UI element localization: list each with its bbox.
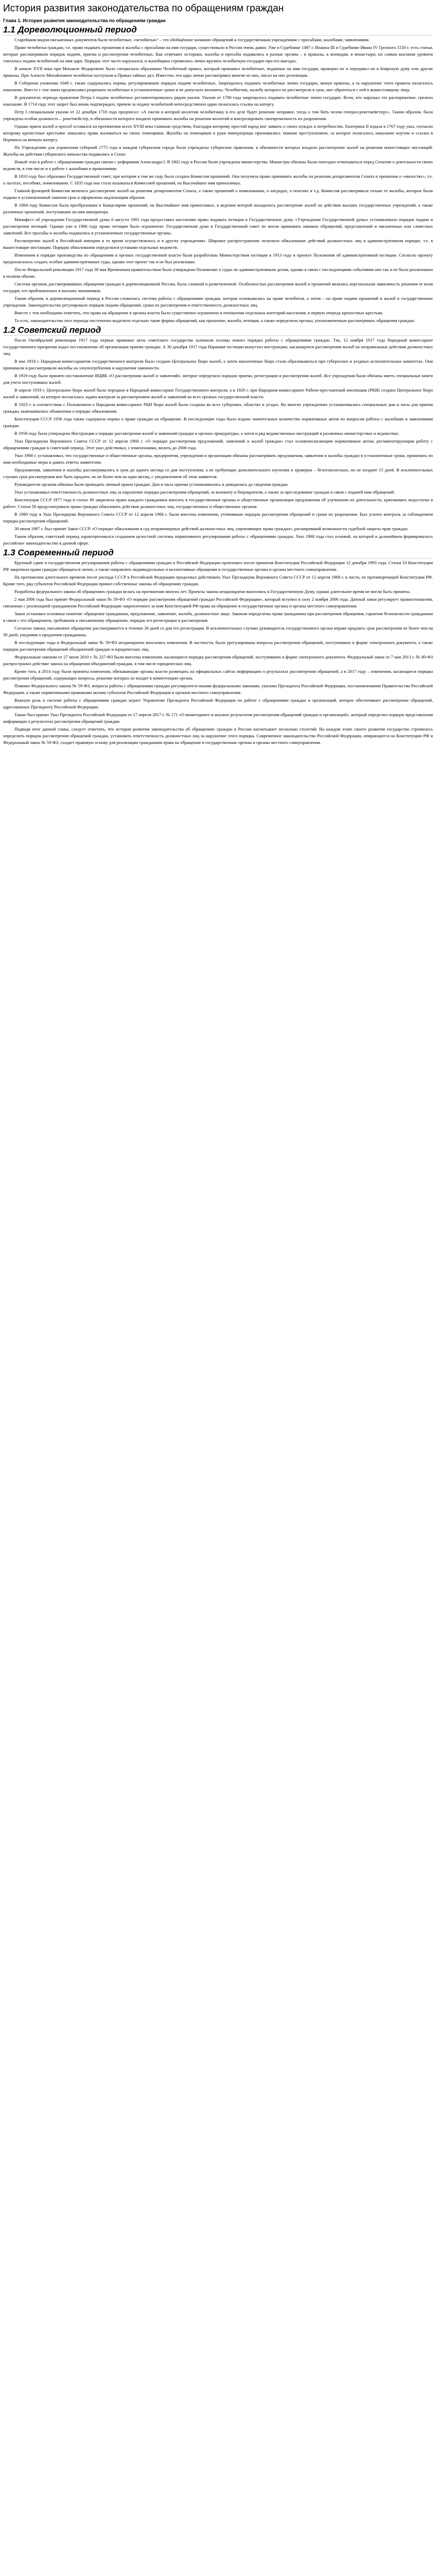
paragraph: В 1919 году было принято постановление ВЦИК «О рассмотрении жалоб и заявлений», которое определяло порядок приема, регистрации и рассмотрения жалоб. Все учреждения были обязаны иметь специальные книги для учета поступивших жалоб.: [3, 373, 433, 385]
paragraph: В начале XVII века при Михаиле Федоровиче было специально образовано Челобитный приказ, который принимал челобитные, поданные на имя государя, проверял их и передавал их в Боярскую думу или другие приказы. При Алексее Михайловиче челобитья поступали в Приказ тайных дел. Известно, что царь лично рассматривал многие из них, писал на них резолюции.: [3, 66, 433, 78]
paragraph: Крупный сдвиг в государственном регулировании работы с обращениями граждан в Российской Федерации произошел после принятия Конституции Российской Федерации 12 декабря 1993 года. Статья 33 Конституции РФ закрепила право граждан обращаться лично, а также направлять индивидуальные и коллективные обращения в государственные органы и органы местного самоуправления.: [3, 560, 433, 572]
paragraph: В 1884 году Комиссия была преобразована в Канцелярию прошений, на Высочайшее имя приносимых, в ведении которой находилось рассмотрение жалоб на действия высших государственных учреждений, а также различных прошений, поступавших на имя императора.: [3, 202, 433, 214]
paragraph: Согласно закону, письменное обращение рассматривается в течение 30 дней со дня его регистрации. В исключительных случаях руководитель государственного органа вправе продлить срок рассмотрения не более чем на 30 дней, уведомив о продлении гражданина.: [3, 625, 433, 637]
section-heading: 1.1 Дореволюционный период: [3, 25, 433, 36]
paragraph: 30 июня 1987 г. был принят Закон СССР «О порядке обжалования в суд неправомерных действий должностных лиц, ущемляющих права граждан», расширивший возможности судебной защиты прав граждан.: [14, 526, 409, 531]
section-heading: 1.2 Советский период: [3, 325, 433, 336]
paragraph: Кроме того, в 2014 году были приняты изменения, обязывающие органы власти размещать на официальных сайтах информацию о результатах рассмотрения обращений, а в 2017 году – изменения, касающиеся порядка рассмотрения обращений, содержащих вопросы, решение которых не входит в компетенцию органа.: [3, 669, 433, 681]
paragraph: В 1810 году был образован Государственный совет, при котором в том же году была создана Комиссия прошений. Она получила право принимать жалобы на решения департаментов Сената и прошения о «милостях», т.е. о льготах, пособиях, помиловании. С 1835 года она стала называться Комиссией прошений, на Высочайшее имя приносимых.: [3, 174, 433, 185]
paragraph: Конституция СССР 1977 года в статье 49 закрепила право каждого гражданина вносить в государственные органы и общественные организации предложения об улучшении их деятельности, критиковать недостатки в работе. Статья 58 предусматривала право граждан обжаловать действия должностных лиц, государственных и общественных органов.: [3, 497, 433, 509]
paragraph: Указ 1968 г. устанавливал, что государственные и общественные органы, предприятия, учреждения и организации обязаны рассматривать предложения, заявления и жалобы граждан в установленные сроки, принимать по ним необходимые меры и давать ответы заявителям.: [3, 453, 433, 465]
paragraph: Закон установил основные понятия: обращение гражданина, предложение, заявление, жалоба, должностное лицо. Законом определены права гражданина при рассмотрении обращения, гарантии безопасности гражданина в связи с его обращением, требования к письменному обращению, порядок его регистрации и рассмотрения.: [3, 611, 433, 623]
paragraph: Федеральным законом от 27 июля 2010 г. № 227-ФЗ были внесены изменения, касающиеся порядка рассмотрения обращений, поступивших в форме электронного документа. Федеральный закон от 7 мая 2013 г. № 80-ФЗ распространил действие закона на обращения объединений граждан, в том числе юридических лиц.: [3, 654, 433, 666]
paragraph: Таким образом, в дореволюционный период в России сложилась система работы с обращениями граждан, которая основывалась на праве челобитья, а затем – на праве подачи прошений и жалоб в государственные учреждения. Законодательство регулировало порядок подачи обращений, сроки их рассмотрения и ответственность должностных лиц.: [3, 296, 433, 308]
paragraph: Право челобитья граждан, т.е. право подавать прошения и жалобы с просьбами на имя государя, существовало в России очень давно. Уже в Судебнике 1497 г. Иоанна III и Судебнике Ивана IV Грозного 1550 г. есть статьи, которые рассматривали порядок подачи, приема и рассмотрения челобитных. Как отмечают историки, жалобы и просьбы подавались в разные органы – в приказы, к воеводам, в монастыри, но самым высоким уровнем считалась подача челобитной на имя царя. Порядок этот часто нарушался, и жалобщики стремились лично вручить челобитную государю при его выездах.: [3, 45, 433, 63]
paragraph: Также был принят Указ Президента Российской Федерации от 17 апреля 2017 г. № 171 «О мониторинге и анализе результатов рассмотрения обращений граждан и организаций», который определил порядок представления информации о результатах рассмотрения обращений граждан.: [3, 712, 433, 724]
paragraph: 2 мая 2006 года был принят Федеральный закон № 59-ФЗ «О порядке рассмотрения обращений граждан Российской Федерации», который вступил в силу 2 ноября 2006 года. Данный закон регулирует правоотношения, связанные с реализацией гражданином Российской Федерации закрепленного за ним Конституцией РФ права на обращение в государственные органы и органы местного самоуправления.: [3, 597, 433, 608]
document-title: История развития законодательства по обращениям граждан: [3, 3, 284, 14]
paragraph: В документах периода правления Петра I подача челобитных регламентировалась рядом указов. Указом от 1700 года запрещалось подавать челобитные лично государю. Всем, кто нарушал это распоряжение, грозило наказание. В 1714 году этот запрет был вновь подтвержден, причем за подачу челобитной непосредственно царю полагалась ссылка на каторгу.: [3, 95, 433, 107]
paragraph: Помимо Федерального закона № 59-ФЗ, вопросы работы с обращениями граждан регулируются иными федеральными законами, указами Президента Российской Федерации, постановлениями Правительства Российской Федерации, а также нормативными правовыми актами субъектов Российской Федерации и органов местного самоуправления.: [3, 683, 433, 695]
paragraph: Предложения, заявления и жалобы рассматривались в срок до одного месяца со дня поступления, а не требующие дополнительного изучения и проверки – безотлагательно, но не позднее 15 дней. В исключительных случаях срок рассмотрения мог быть продлен, но не более чем на один месяц, с уведомлением об этом заявителя.: [3, 467, 433, 479]
paragraph: Подводя итог данной главы, следует отметить, что история развития законодательства об обращениях граждан в России насчитывает несколько столетий. На каждом этапе своего развития государство стремилось определить порядок рассмотрения обращений граждан, установить ответственность должностных лиц за нарушение этого порядка. Современное законодательство Российской Федерации, опирающееся на Конституцию РФ и Федеральный закон № 59-ФЗ, создает правовую основу для реализации гражданами права на обращение в государственные органы и органы местного самоуправления.: [3, 726, 433, 745]
chapter-title: Глава 1. История развития законодательства по обращениям граждан: [3, 18, 166, 23]
document-body: [3, 25, 433, 746]
paragraph: После Октябрьской революции 1917 года первые правовые акты советского государства заложили основы нового порядка работы с обращениями граждан. Так, 12 ноября 1917 года Народный комиссариат государственного призрения издал постановление об организации приема граждан. А 30 декабря 1917 года Наркомат юстиции выпустил инструкцию, касающуюся рассмотрения жалоб на неправильные действия должностных лиц.: [3, 337, 433, 356]
paragraph: После Февральской революции 1917 года 30 мая Временным правительством было утверждено Положение о судах по административным делам, однако в связи с последующими событиями оно так и не было реализовано в полном объеме.: [3, 267, 433, 279]
paragraph: То есть, законодательство того периода постепенно выделило отдельно такие формы обращений, как прошение, жалоба, петиция, а также определило органы, уполномоченные рассматривать обращения граждан.: [14, 318, 415, 323]
paragraph: На протяжении длительного времени после распада СССР в Российской Федерации продолжал действовать Указ Президиума Верховного Совета СССР от 12 апреля 1968 г. в части, не противоречащей Конституции РФ. Кроме того, ряд субъектов Российской Федерации принял собственные законы об обращениях граждан.: [3, 574, 433, 586]
paragraph: Важную роль в системе работы с обращениями граждан играет Управление Президента Российской Федерации по работе с обращениями граждан и организаций, которое обеспечивает рассмотрение обращений, адресованных Президенту Российской Федерации.: [3, 698, 433, 709]
paragraph: Манифест об учреждении Государственной думы 6 августа 1905 года предоставил населению право подавать петиции в Государственную думу. «Учреждение Государственной думы» устанавливало порядок подачи и рассмотрения петиций. Однако уже в 1906 году право петиции было ограничено: Государственная дума и Государственный совет не могли принимать никаких обращений, представлений и письменных или словесных заявлений. Все просьбы и жалобы подавались в установленные государственные органы.: [3, 217, 433, 235]
paragraph: Главной функцией Комиссии являлось рассмотрение жалоб на решения департаментов Сената, а также прошений о помиловании, о наградах, о пенсиях и т.д. Комиссия рассматривала только те жалобы, которые были поданы в установленный законом срок и оформлены надлежащим образом.: [3, 188, 433, 200]
paragraph: Однако прием жалоб и просьб оставался на протяжении всего XVIII века главным средством, благодаря которому простой народ мог заявить о своих нуждах и потребностях. Екатерина II издала в 1767 году указ, согласно которому крепостные крестьяне лишались права жаловаться на своих помещиков. Жалобы на помещиков в руки императрицы признавались тяжким преступлением, за которое полагалось наказание кнутом и ссылка в Нерчинск на вечную каторгу.: [3, 124, 433, 142]
paragraph: Указ устанавливал ответственность должностных лиц за нарушение порядка рассмотрения обращений, за волокиту и бюрократизм, а также за преследование граждан в связи с подачей ими обращений.: [14, 489, 395, 495]
paragraph: Рассмотрение жалоб в Российской империи в то время осуществлялось и в других учреждениях. Широкое распространение получило обжалование действий должностных лиц в административном порядке, т.е. в вышестоящие инстанции. Порядок обжалования определялся уставами отдельных ведомств.: [3, 238, 433, 250]
paragraph: В 1980 году в Указ Президиума Верховного Совета СССР от 12 апреля 1968 г. были внесены изменения, уточнявшие порядок рассмотрения обращений и сроки их разрешения. Был усилен контроль за соблюдением порядка рассмотрения обращений.: [3, 512, 433, 523]
paragraph: Система органов, рассматривавших обращения граждан в дореволюционной России, была сложной и разветвленной. Особенностью рассмотрения жалоб и прошений являлась персональная зависимость решения от воли государя, его приближенных и высших чиновников.: [3, 281, 433, 293]
paragraph: Изменения в порядке производства по обращениям в органах государственной власти были разработаны Министерством юстиции в 1913 году в проекте Положения об административной юстиции. Согласно проекту предполагалось создать особые административные суды, однако этот проект так и не был реализован.: [3, 252, 433, 264]
paragraph: Руководители органов обязаны были проводить личный прием граждан. Дни и часы приема устанавливались и доводились до сведения граждан.: [14, 482, 289, 487]
paragraph: По Учреждению для управления губерний 1775 года в каждом губернском городе были учреждены губернские правления, в обязанности которых входило рассмотрение жалоб на решения нижестоящих инстанций. Жалобы на действия губернского начальства подавались в Сенат.: [3, 145, 433, 157]
section-heading: 1.3 Современный период: [3, 548, 433, 558]
paragraph: В 1923 г. в соответствии с Положением о Народном комиссариате РКИ бюро жалоб были созданы во всех губерниях, областях и уездах. Во многих учреждениях устанавливались специальные дни и часы для приема граждан, вывешивались объявления о порядке обжалования.: [3, 402, 433, 414]
paragraph: Указ Президиума Верховного Совета СССР от 12 апреля 1968 г. «О порядке рассмотрения предложений, заявлений и жалоб граждан» стал основополагающим нормативным актом, регламентирующим работу с обращениями граждан в советский период. Этот указ действовал, с изменениями, вплоть до 2006 года.: [3, 438, 433, 450]
paragraph: Новый этап в работе с обращениями граждан связан с реформами Александра I. В 1802 году в России были учреждены министерства. Министры обязаны были ежегодно отчитываться перед Сенатом о деятельности своих ведомств, в том числе и о работе с жалобами и прошениями.: [3, 159, 433, 171]
paragraph: Старейшим видом письменных документов были челобитные, «челобитья»¹ – это обобщённое название обращений к государственным учреждениям с просьбами, жалобами, заявлениями.: [14, 37, 370, 42]
document-page: [0, 0, 436, 762]
paragraph: В последующие годы в Федеральный закон № 59-ФЗ неоднократно вносились изменения. В частности, были урегулированы вопросы рассмотрения обращений, поступивших в форме электронного документа, а также порядок рассмотрения обращений объединений граждан и юридических лиц.: [3, 640, 433, 652]
paragraph: Конституция СССР 1936 года также содержала нормы о праве граждан на обращение. В последующие годы было издано значительное количество нормативных актов по вопросам работы с жалобами и заявлениями граждан.: [3, 416, 433, 428]
paragraph: Вместе с тем необходимо отметить, что право на обращение в органы власти было существенно ограничено в отношении отдельных категорий населения, в первую очередь крепостных крестьян.: [14, 310, 383, 315]
paragraph: Разработка федерального закона об обращениях граждан велась на протяжении многих лет. Проекты закона неоднократно вносились в Государственную Думу, однако длительное время не могли быть приняты.: [14, 589, 411, 594]
paragraph: В 1958 году была утверждена Инструкция о порядке рассмотрения жалоб и заявлений граждан в органах прокуратуры, а затем и ряд ведомственных инструкций в различных министерствах и ведомствах.: [14, 431, 399, 436]
paragraph: В апреле 1919 г. Центральное бюро жалоб было передано в Народный комиссариат Государственного контроля, а в 1920 г. при Народном комиссариате Рабоче-крестьянской инспекции (РКИ) создано Центральное бюро жалоб и заявлений, на которое возлагалась задача контроля за рассмотрением жалоб и заявлений во всех органах государственной власти.: [3, 387, 433, 399]
paragraph: Таким образом, советский период характеризовался созданием целостной системы нормативного регулирования работы с обращениями граждан. Указ 1968 года стал основой, на которой в дальнейшем формировалось российское законодательство в данной сфере.: [3, 534, 433, 546]
paragraph: В мае 1918 г. Народным комиссариатом государственного контроля было создано Центральное бюро жалоб, а затем аналогичные бюро стали образовываться при губернских и уездных исполнительных комитетах. Они принимали и рассматривали жалобы на злоупотребления и нарушения законности.: [3, 359, 433, 370]
paragraph: Петр I специальным указом от 22 декабря 1718 года предписал: «А ежели в которой коллегии челобитчику в его деле будет решение неправое, тогда о том бить челом генерал-рекетмейстеру». Таким образом, была учреждена особая должность – рекетмейстер, в обязанности которого входило принимать жалобы на решения коллегий и контролировать своевременность их разрешения.: [3, 109, 433, 121]
paragraph: В Соборном уложении 1649 г. также содержались нормы, регулировавшие порядок подачи челобитных. Запрещалось подавать челобитные лично государю, минуя приказы, а за нарушение этого правила налагалось наказание. Вместе с тем закон предписывал разрешать челобитные в установленные сроки и не допускать волокиты. Челобитчик, жалобу которого не рассмотрели в срок, мог обратиться с ней к вышестоящему лицу.: [3, 80, 433, 92]
